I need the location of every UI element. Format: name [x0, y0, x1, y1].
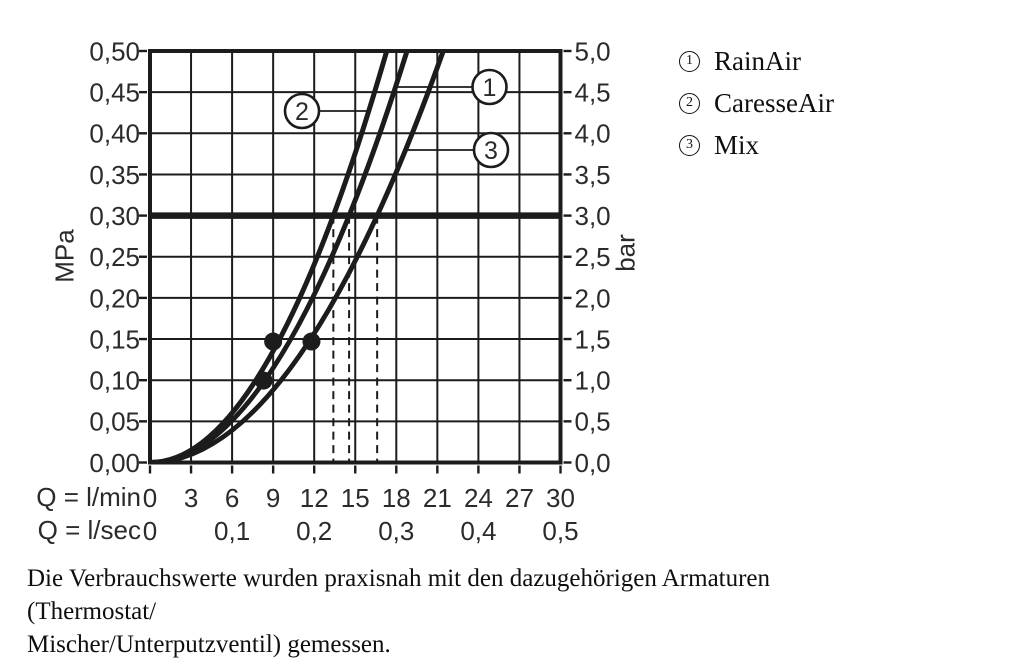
lsec-tick-label: 0	[142, 515, 158, 546]
curve-label-number: 1	[482, 74, 497, 102]
y-axis-label-bar: bar	[610, 234, 641, 272]
bar-tick-label: 3,0	[574, 200, 611, 231]
bar-tick-label: 4,0	[574, 118, 611, 149]
lmin-tick-label: 27	[504, 482, 534, 513]
lsec-tick-label: 0,2	[296, 515, 333, 546]
mpa-tick-label: 0,10	[89, 365, 140, 396]
mpa-tick-label: 0,30	[89, 200, 140, 231]
lmin-tick-label: 18	[381, 482, 411, 513]
legend-label-rainair: RainAir	[714, 45, 801, 76]
bar-tick-label: 2,0	[574, 283, 611, 314]
bar-tick-label: 3,5	[574, 159, 611, 190]
lmin-tick-label: 21	[422, 482, 452, 513]
lmin-tick-label: 15	[340, 482, 370, 513]
lmin-tick-label: 12	[299, 482, 329, 513]
lsec-tick-label: 0,1	[214, 515, 251, 546]
mpa-tick-label: 0,20	[89, 283, 140, 314]
legend-item-rainair	[679, 40, 834, 82]
caption-line-1: Die Verbrauchswerte wurden praxisnah mit den dazugehörigen Armaturen (Thermostat/	[27, 565, 771, 625]
mpa-tick-label: 0,25	[89, 242, 140, 273]
mpa-tick-label: 0,00	[89, 447, 140, 478]
legend-number-2: 2	[679, 93, 700, 114]
measurement-dot	[302, 333, 320, 351]
measurement-dot	[264, 333, 282, 351]
bar-tick-label: 1,5	[574, 324, 611, 355]
lmin-tick-label: 0	[142, 482, 158, 513]
mpa-tick-label: 0,35	[89, 159, 140, 190]
bar-tick-label: 5,0	[574, 36, 611, 67]
bar-tick-label: 1,0	[574, 365, 611, 396]
mpa-tick-label: 0,50	[89, 36, 140, 67]
mpa-tick-label: 0,40	[89, 118, 140, 149]
mpa-tick-label: 0,45	[89, 77, 140, 108]
lmin-tick-label: 9	[265, 482, 281, 513]
legend-number-3: 3	[679, 135, 700, 156]
lmin-tick-label: 30	[546, 482, 575, 513]
bar-tick-label: 2,5	[574, 242, 611, 273]
legend-item-mix	[679, 124, 834, 166]
caption-line-2: Mischer/Unterputzventil) gemessen.	[27, 631, 391, 658]
caption-text	[27, 562, 817, 661]
x-axis-label-lmin: Q = l/min	[36, 482, 141, 512]
measurement-dot	[255, 372, 273, 390]
lsec-tick-label: 0,5	[542, 515, 579, 546]
bar-tick-label: 4,5	[574, 77, 611, 108]
x-axis-label-lsec: Q = l/sec	[37, 515, 141, 545]
chart-legend	[679, 40, 834, 166]
lmin-tick-label: 6	[224, 482, 240, 513]
mpa-tick-label: 0,15	[89, 324, 140, 355]
tick-labels	[89, 36, 610, 546]
lsec-tick-label: 0,3	[378, 515, 415, 546]
bar-tick-label: 0,5	[574, 406, 611, 437]
lsec-tick-label: 0,4	[460, 515, 497, 546]
y-axis-label-mpa: MPa	[49, 229, 80, 283]
bar-tick-label: 0,0	[574, 447, 611, 478]
lmin-tick-label: 3	[183, 482, 199, 513]
legend-label-caresseair: CaresseAir	[714, 87, 834, 118]
legend-item-caresseair	[679, 82, 834, 124]
lmin-tick-label: 24	[463, 482, 493, 513]
legend-label-mix: Mix	[714, 129, 760, 160]
legend-number-1: 1	[679, 51, 700, 72]
curve-label-number: 2	[295, 98, 309, 126]
mpa-tick-label: 0,05	[89, 406, 140, 437]
curve-label-number: 3	[484, 137, 498, 165]
